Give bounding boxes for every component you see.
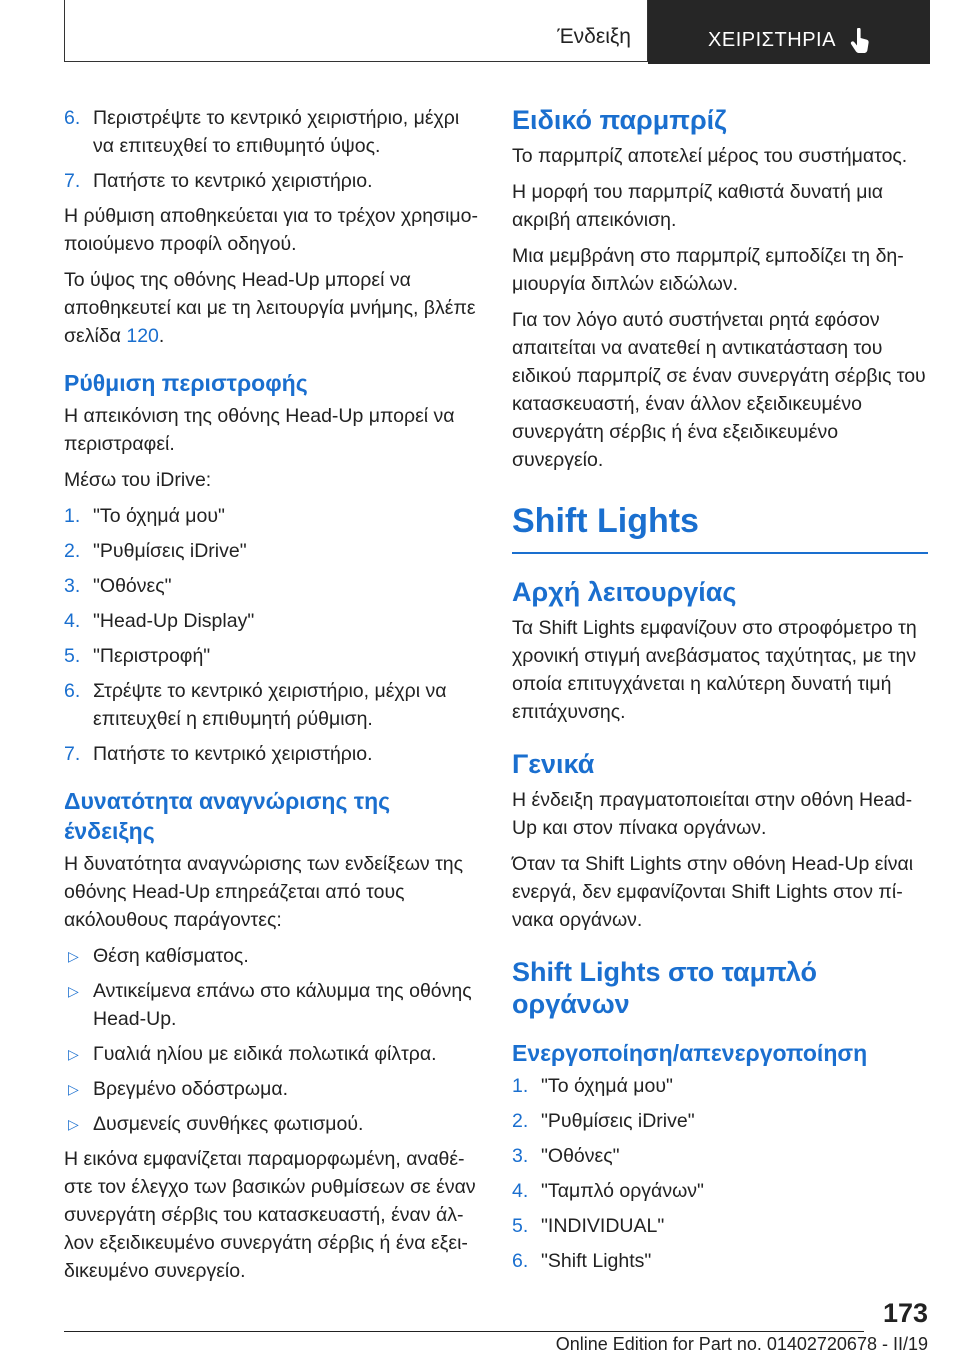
bullet-item: ▷ Αντικείμενα επάνω στο κάλυμμα της οθόνης Head-Up. (64, 977, 478, 1033)
list-item: 7. Πατήστε το κεντρικό χειριστήριο. (64, 743, 373, 765)
page-number: 173 (882, 1298, 928, 1328)
list-item: 2. "Ρυθμίσεις iDrive" (512, 1110, 695, 1132)
list-item: 3. "Οθόνες" (64, 575, 172, 597)
bullet-item: ▷ Γυαλιά ηλίου με ειδικά πολωτικά φίλτρα. (64, 1040, 478, 1068)
paragraph: Η μορφή του παρμπρίζ καθιστά δυνατή μια ακριβή απεικόνιση. (512, 181, 884, 231)
paragraph: Η απεικόνιση της οθόνης Head-Up μπορεί να περιστραφεί. (64, 405, 455, 455)
paragraph: Η εικόνα εμφανίζεται παραμορφωμένη, αναθέστε τον έλεγχο των βασικών ρυθμίσεων σε έναν συνεργάτη σέρβις του κατασκευαστή, έναν άλλον εξειδικευμένο συνεργάτη σέρβις ή ένα εξειδικευμένο συνεργείο. (64, 1148, 476, 1282)
list-item: 5. "Περιστροφή" (64, 645, 211, 667)
heading-general: Γενικά (512, 749, 595, 779)
paragraph: Η δυνατότητα αναγνώρισης των ενδείξεων της οθόνης Head-Up επηρεάζεται από τους ακόλουθους παράγοντες: (64, 853, 464, 931)
paragraph: Η ρύθμιση αποθηκεύεται για το τρέχον χρησιμοποιούμενο προφίλ οδηγού. (64, 205, 479, 255)
section-title: Ένδειξη (557, 25, 631, 48)
list-item: 3. "Οθόνες" (512, 1145, 620, 1167)
bullet-item: ▷ Βρεγμένο οδόστρωμα. (64, 1075, 478, 1103)
triangle-bullet-icon: ▷ (68, 1116, 79, 1132)
triangle-bullet-icon: ▷ (68, 983, 79, 999)
heading-special-windshield: Ειδικό παρμπρίζ (512, 105, 727, 135)
list-item: 1. "Το όχημά μου" (64, 505, 225, 527)
heading-toggle: Ενεργοποίηση/απενεργοποίηση (512, 1040, 868, 1066)
paragraph: Η ένδειξη πραγματοποιείται στην οθόνη Head-Up και στον πίνακα οργάνων. (512, 789, 913, 839)
list-item: 6. Στρέψτε το κεντρικό χειριστήριο, μέχρι να επιτευχθεί η επιθυμητή ρύθμιση. (64, 680, 447, 730)
heading-visibility: Δυνατότητα αναγνώρισης της ένδειξης (64, 788, 391, 844)
triangle-bullet-icon: ▷ (68, 1046, 79, 1062)
list-item: 1. "Το όχημά μου" (512, 1075, 673, 1097)
right-column (512, 104, 928, 1282)
triangle-bullet-icon: ▷ (68, 948, 79, 964)
paragraph: Όταν τα Shift Lights στην οθόνη Head-Up είναι ενεργά, δεν εμφανίζονται Shift Lights στον πίνακα οργάνων. (512, 853, 914, 931)
paragraph: Για τον λόγο αυτό συστήνεται ρητά εφόσον απαιτείται να ανατεθεί η αντικατάσταση του ειδικού παρμπρίζ σε έναν συνεργάτη σέρβις του κατασκευαστή, έναν άλλον εξειδικευμένο συνεργάτη σέρβις ή ένα εξειδικευμένο συνεργείο. (512, 309, 926, 471)
heading-shift-lights: Shift Lights (512, 500, 928, 554)
paragraph: Το ύψος της οθόνης Head-Up μπορεί να αποθηκευτεί και με τη λειτουργία μνήμης, βλέπε σελίδα 120. (64, 269, 476, 347)
list-item: 6. "Shift Lights" (512, 1250, 652, 1272)
paragraph: Το παρμπρίζ αποτελεί μέρος του συστήματος. (512, 145, 908, 167)
page-reference-link[interactable]: 120 (126, 325, 159, 347)
paragraph: Τα Shift Lights εμφανίζουν στο στροφόμετρο τη χρονική στιγμή ανεβάσματος ταχύτητας, με την οποία επιτυγχάνεται η καλύτερη δυνατή τιμή επιτάχυνσης. (512, 617, 917, 723)
left-column (64, 104, 478, 1293)
chapter-title: ΧΕΙΡΙΣΤΗΡΙΑ (708, 29, 836, 51)
list-item: 5. "INDIVIDUAL" (512, 1215, 665, 1237)
section-tab (64, 0, 648, 62)
paragraph: Μια μεμβράνη στο παρμπρίζ εμποδίζει τη δημιουργία διπλών ειδώλων. (512, 245, 904, 295)
triangle-bullet-icon: ▷ (68, 1081, 79, 1097)
list-item: 6. Περιστρέψτε το κεντρικό χειριστήριο, μέχρι να επιτευχθεί το επιθυμητό ύψος. (64, 107, 460, 157)
chapter-tab (648, 0, 930, 64)
bullet-item: ▷ Θέση καθίσματος. (64, 942, 478, 970)
heading-rotation: Ρύθμιση περιστροφής (64, 370, 308, 396)
heading-principle: Αρχή λειτουργίας (512, 577, 737, 607)
hand-pointer-icon (850, 28, 870, 54)
list-item: 4. "Head-Up Display" (64, 610, 255, 632)
footer-divider (64, 1331, 864, 1332)
page-header (64, 0, 930, 64)
list-item: 7. Πατήστε το κεντρικό χειριστήριο. (64, 170, 373, 192)
heading-shift-lights-cluster: Shift Lights στο ταμπλό οργάνων (512, 957, 818, 1019)
bullet-item: ▷ Δυσμενείς συνθήκες φωτισμού. (64, 1110, 478, 1138)
list-item: 4. "Ταμπλό οργάνων" (512, 1180, 704, 1202)
edition-footer: Online Edition for Part no. 01402720678 - II/19 (555, 1334, 928, 1354)
list-item: 2. "Ρυθμίσεις iDrive" (64, 540, 247, 562)
paragraph: Μέσω του iDrive: (64, 469, 212, 491)
